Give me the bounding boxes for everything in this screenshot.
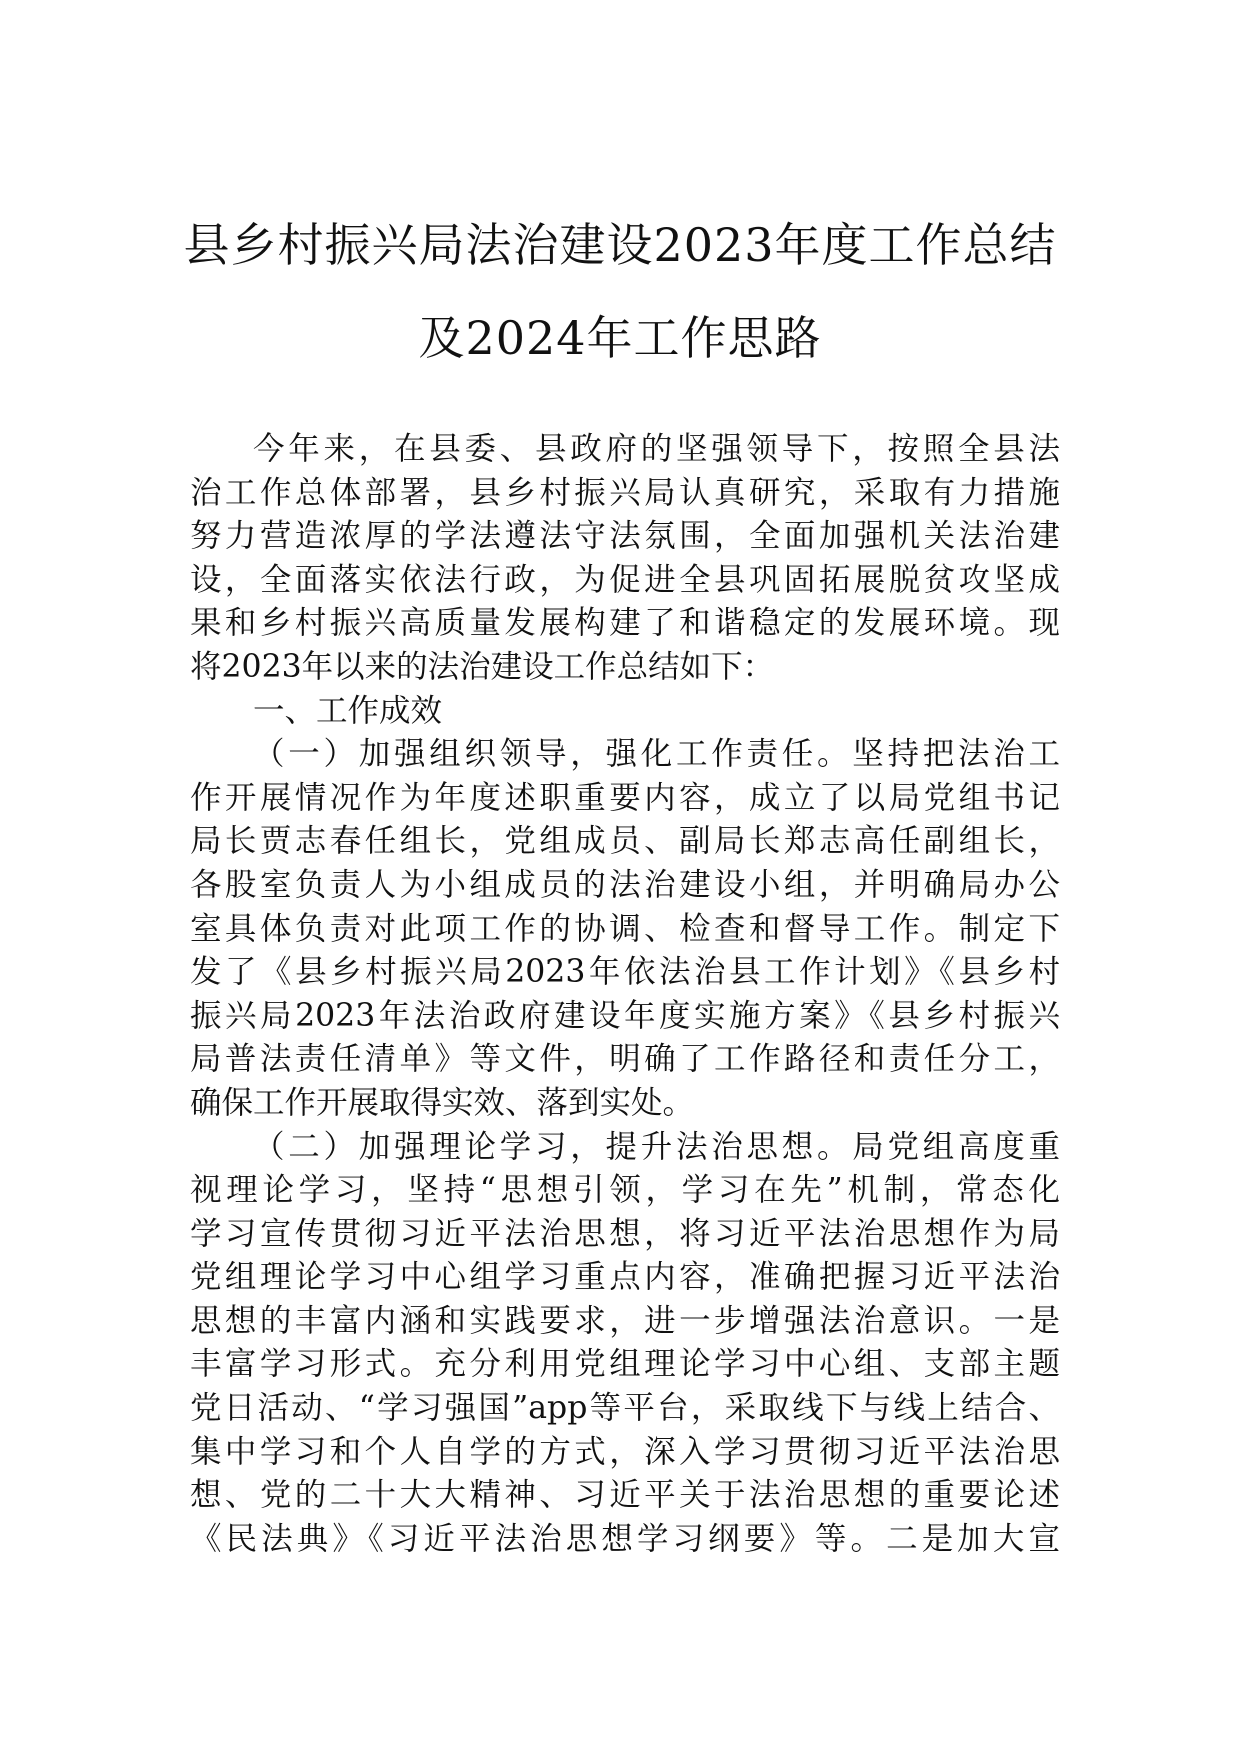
body-text-line: 局普法责任清单》等文件，明确了工作路径和责任分工， — [190, 1041, 1060, 1078]
body-text-line: 发了《县乡村振兴局2023年依法治县工作计划》《县乡村 — [190, 954, 1060, 991]
body-text-line: 想、党的二十大大精神、习近平关于法治思想的重要论述 — [190, 1477, 1060, 1514]
body-text-line: 室具体负责对此项工作的协调、检查和督导工作。制定下 — [190, 910, 1060, 947]
body-text-line: 思想的丰富内涵和实践要求，进一步增强法治意识。一是 — [190, 1302, 1060, 1339]
body-text-line: 作开展情况作为年度述职重要内容，成立了以局党组书记 — [190, 779, 1060, 816]
body-text-line: 局长贾志春任组长，党组成员、副局长郑志高任副组长， — [190, 823, 1060, 860]
body-text-line: 一、工作成效 — [253, 692, 443, 729]
body-text-line: 各股室负责人为小组成员的法治建设小组，并明确局办公 — [190, 866, 1060, 903]
body-text-line: 集中学习和个人自学的方式，深入学习贯彻习近平法治思 — [190, 1433, 1060, 1470]
document-title-line-2: 及2024年工作思路 — [418, 311, 822, 365]
body-text-line: 《民法典》《习近平法治思想学习纲要》等。二是加大宣 — [190, 1520, 1060, 1557]
body-text-line: 设，全面落实依法行政，为促进全县巩固拓展脱贫攻坚成 — [190, 561, 1060, 598]
document-body — [190, 428, 1060, 1561]
body-text-line: 视理论学习，坚持“思想引领，学习在先”机制，常态化 — [190, 1172, 1060, 1209]
body-text-line: （一）加强组织领导，强化工作责任。坚持把法治工 — [253, 736, 1060, 773]
body-text-line: 确保工作开展取得实效、落到实处。 — [190, 1084, 695, 1121]
body-text-line: 努力营造浓厚的学法遵法守法氛围，全面加强机关法治建 — [190, 518, 1060, 555]
body-text-line: 丰富学习形式。充分利用党组理论学习中心组、支部主题 — [190, 1346, 1060, 1383]
body-text-line: （二）加强理论学习，提升法治思想。局党组高度重 — [253, 1128, 1060, 1165]
body-text-line: 将2023年以来的法治建设工作总结如下： — [190, 648, 775, 685]
body-text-line: 党组理论学习中心组学习重点内容，准确把握习近平法治 — [190, 1259, 1060, 1296]
body-text-line: 果和乡村振兴高质量发展构建了和谐稳定的发展环境。现 — [190, 605, 1060, 642]
document-title-line-1: 县乡村振兴局法治建设2023年度工作总结 — [183, 218, 1057, 272]
body-text-line: 治工作总体部署，县乡村振兴局认真研究，采取有力措施 — [190, 474, 1060, 511]
body-text-line: 学习宣传贯彻习近平法治思想，将习近平法治思想作为局 — [190, 1215, 1060, 1252]
body-text-line: 党日活动、“学习强国”app等平台，采取线下与线上结合、 — [190, 1390, 1060, 1427]
body-text-line: 今年来，在县委、县政府的坚强领导下，按照全县法 — [253, 431, 1060, 467]
body-text-line: 振兴局2023年法治政府建设年度实施方案》《县乡村振兴 — [190, 997, 1060, 1034]
